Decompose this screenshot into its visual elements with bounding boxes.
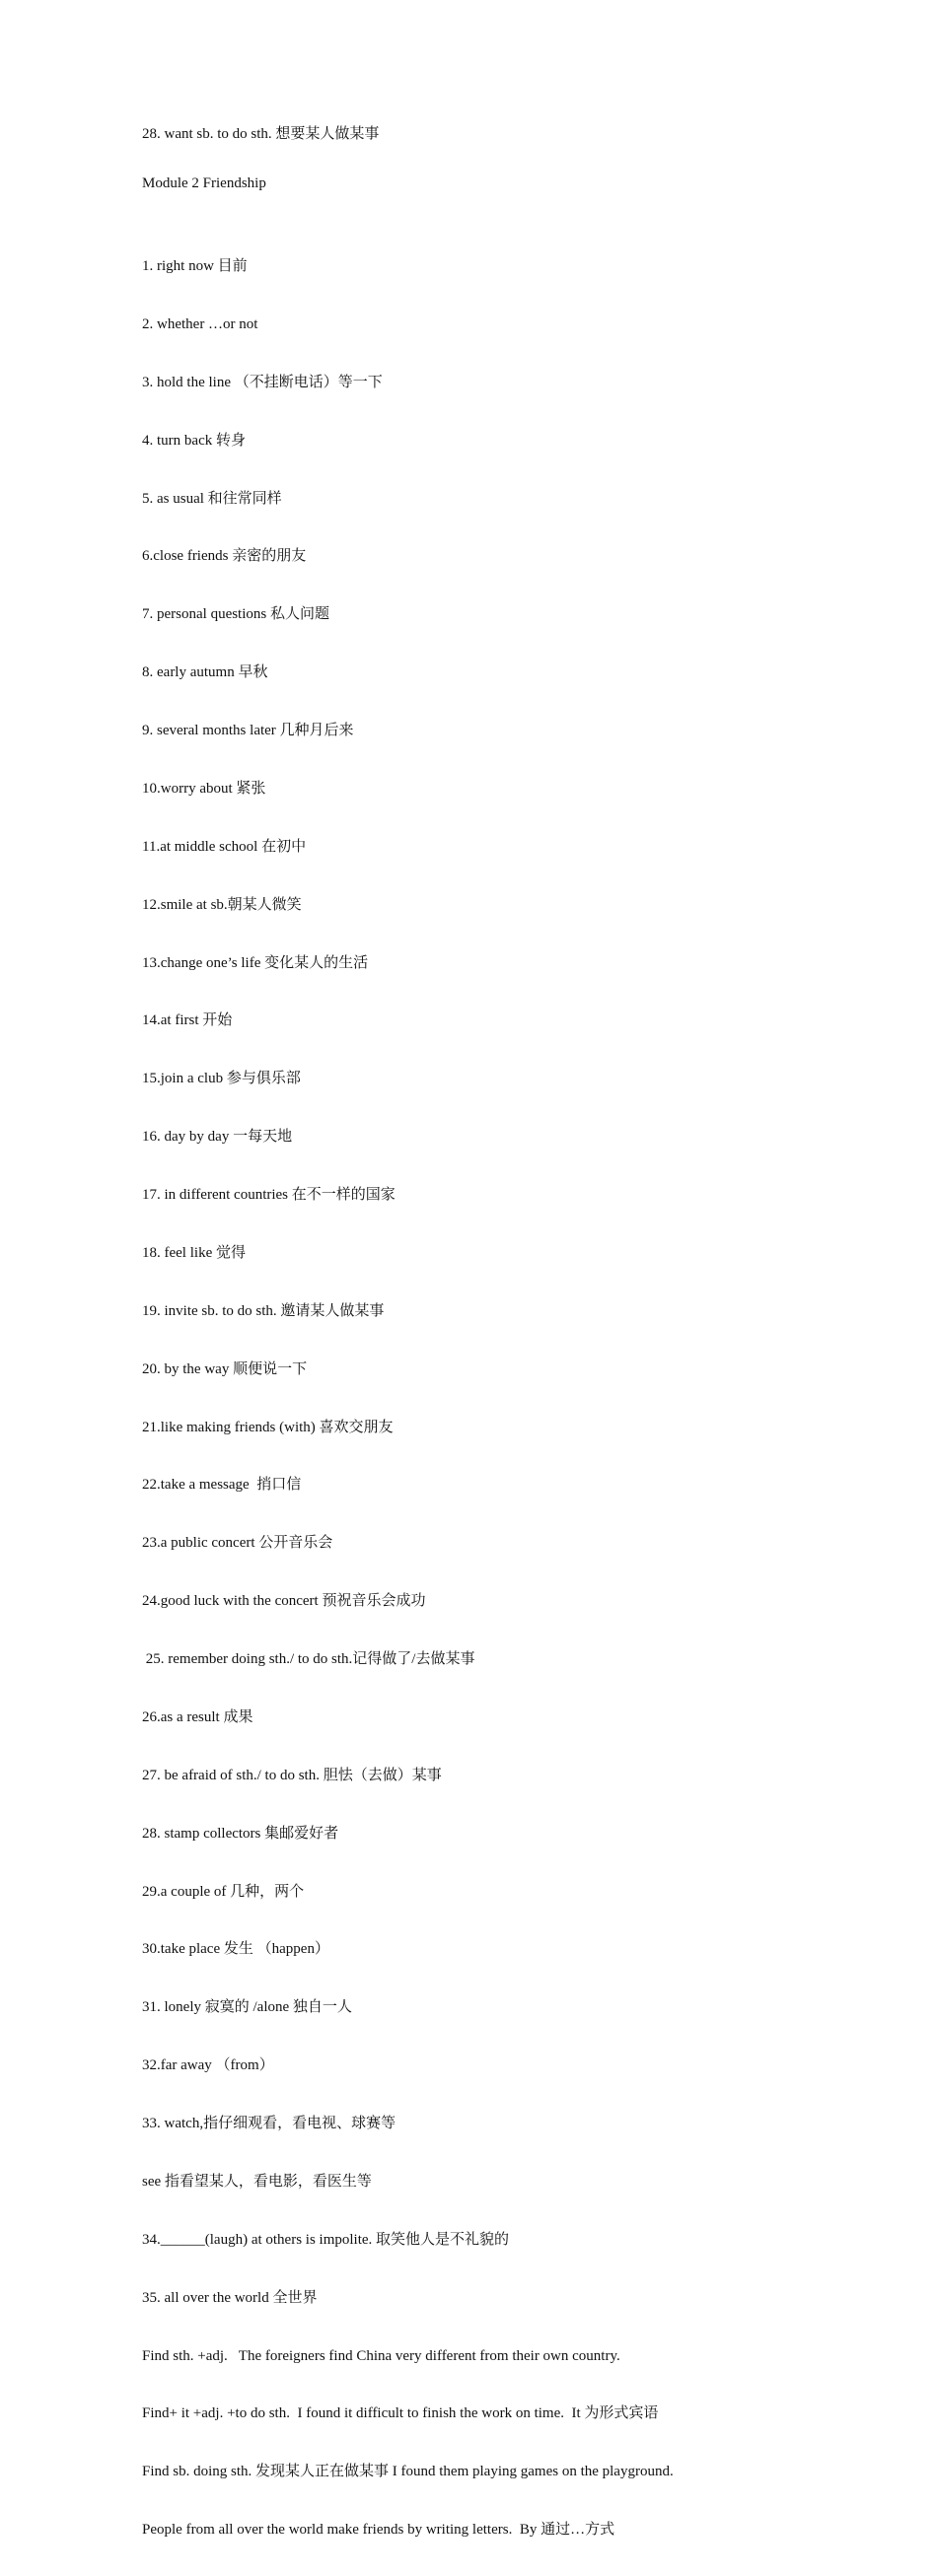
phrase-list: [142, 221, 674, 2576]
list-item: 19. invite sb. to do sth. 邀请某人做某事: [142, 1302, 385, 1319]
list-item: 8. early autumn 早秋: [142, 664, 268, 681]
list-item: 32.far away （from）: [142, 2057, 274, 2074]
list-item: 14.at first 开始: [142, 1012, 233, 1029]
list-item: 25. remember doing sth./ to do sth.记得做了/去做某事: [142, 1651, 475, 1667]
list-item: 9. several months later 几种月后来: [142, 723, 354, 738]
list-item: 17. in different countries 在不一样的国家: [142, 1187, 396, 1203]
list-item: 20. by the way 顺便说一下: [142, 1360, 308, 1377]
example-sentence: People from all over the world make friends by writing letters. By 通过…方式: [142, 2522, 615, 2539]
list-item: 12.smile at sb.朝某人微笑: [142, 896, 302, 913]
list-item: 31. lonely 寂寞的 /alone 独自一人: [142, 1999, 352, 2016]
list-item: 24.good luck with the concert 预祝音乐会成功: [142, 1593, 426, 1610]
example-sentence: Find sth. +adj. The foreigners find China very different from their own country.: [142, 2347, 620, 2364]
list-item: 27. be afraid of sth./ to do sth. 胆怯（去做）某事: [142, 1767, 442, 1783]
list-item: 2. whether …or not: [142, 315, 258, 332]
list-item: 3. hold the line （不挂断电话）等一下: [142, 374, 383, 390]
module-title: Module 2 Friendship: [142, 175, 266, 191]
list-item: 5. as usual 和往常同样: [142, 490, 282, 507]
list-item: 6.close friends 亲密的朋友: [142, 548, 307, 565]
list-item: 18. feel like 觉得: [142, 1244, 246, 1261]
list-item: 7. personal questions 私人问题: [142, 606, 329, 623]
list-item: 34.______(laugh) at others is impolite. 取笑他人是不礼貌的: [142, 2231, 510, 2248]
list-item: 1. right now 目前: [142, 258, 248, 274]
list-item: 10.worry about 紧张: [142, 780, 266, 797]
list-item: 28. stamp collectors 集邮爱好者: [142, 1825, 339, 1842]
list-item: 11.at middle school 在初中: [142, 838, 307, 855]
list-item: 29.a couple of 几种，两个: [142, 1883, 305, 1900]
list-item: 33. watch,指仔细观看，看电视、球赛等: [142, 2116, 396, 2131]
previous-item-line: 28. want sb. to do sth. 想要某人做某事: [142, 126, 380, 142]
list-item: 21.like making friends (with) 喜欢交朋友: [142, 1419, 394, 1435]
list-item: 13.change one’s life 变化某人的生活: [142, 954, 369, 971]
list-item: 26.as a result 成果: [142, 1708, 253, 1725]
list-item: 4. turn back 转身: [142, 432, 246, 449]
list-item: 16. day by day 一每天地: [142, 1129, 293, 1146]
list-item: 22.take a message 捎口信: [142, 1477, 302, 1494]
list-item: 23.a public concert 公开音乐会: [142, 1535, 333, 1552]
example-sentence: Find sb. doing sth. 发现某人正在做某事 I found them playing games on the playground.: [142, 2464, 674, 2480]
list-item: see 指看望某人，看电影，看医生等: [142, 2173, 372, 2190]
list-item: 35. all over the world 全世界: [142, 2289, 318, 2306]
list-item: 15.join a club 参与俱乐部: [142, 1071, 301, 1087]
example-sentence: Find+ it +adj. +to do sth. I found it difficult to finish the work on time. It 为形式宾语: [142, 2405, 659, 2422]
list-item: 30.take place 发生 （happen）: [142, 1941, 329, 1958]
